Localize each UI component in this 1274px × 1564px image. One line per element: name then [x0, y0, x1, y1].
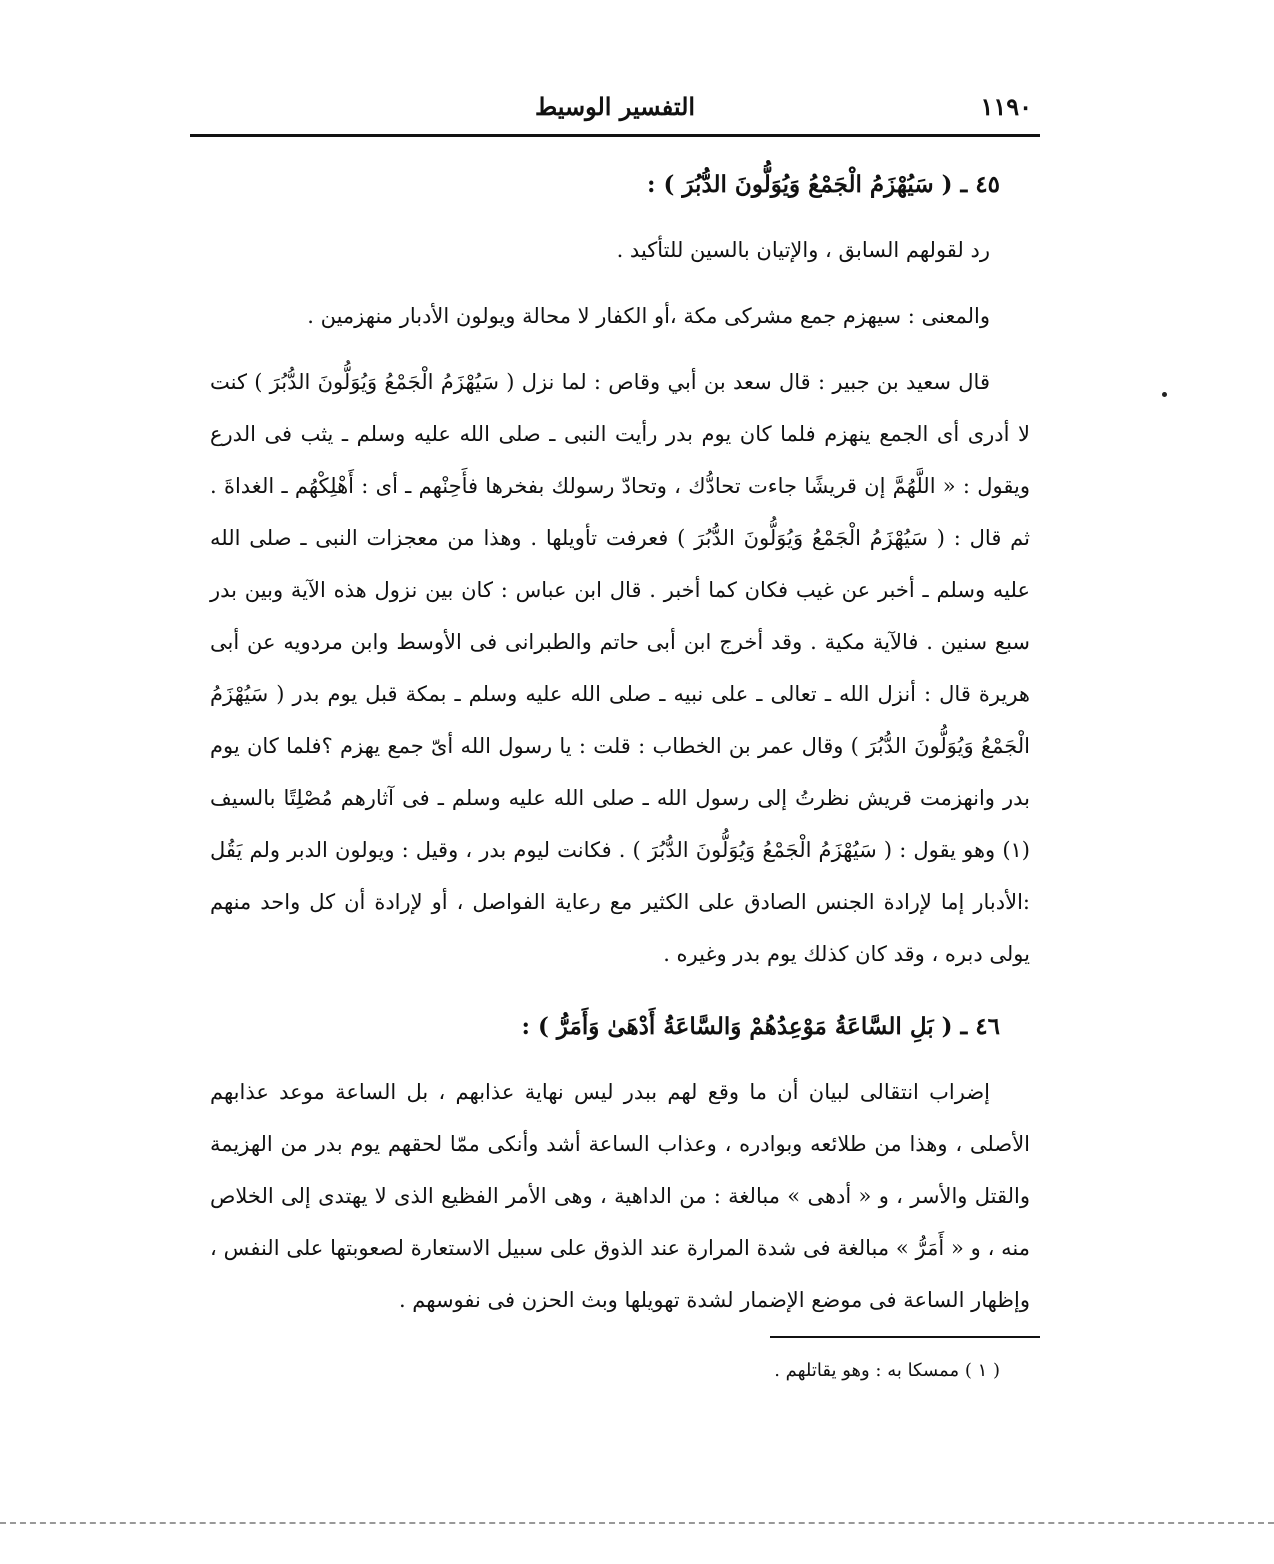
- paragraph-gap: [210, 342, 1030, 356]
- footnote: ( ١ ) ممسكا به : وهو يقاتلهم .: [774, 1360, 1000, 1381]
- page-number: ١١٩٠: [980, 92, 1032, 121]
- paragraph-gap: [210, 276, 1030, 290]
- running-title: التفسير الوسيط: [534, 92, 696, 121]
- scan-speck: [1162, 392, 1167, 397]
- page-header: [190, 92, 1040, 132]
- verse-heading-45: ٤٥ ـ ( سَيُهْزَمُ الْجَمْعُ وَيُوَلُّونَ الدُّبُرَ ) :: [646, 171, 1000, 198]
- scan-edge-line: [0, 1522, 1274, 1524]
- footnote-rule: [770, 1336, 1040, 1338]
- paragraph: قال سعيد بن جبير : قال سعد بن أبي وقاص : لما نزل ( سَيُهْزَمُ الْجَمْعُ وَيُوَلُّونَ الدُّبُرَ ) كنت لا أدرى أى الجمع ينهزم فلما كان يوم بدر رأيت النبى ـ صلى الله عليه وسلم ـ يثب فى الدرع ويقول : « اللَّهُمَّ إن قريشًا جاءت تحادُّك ، وتحادّ رسولك بفخرها فأَحِنْهم ـ أى : أَهْلِكْهُم ـ الغداةَ . ثم قال : ( سَيُهْزَمُ الْجَمْعُ وَيُوَلُّونَ الدُّبُرَ ) فعرفت تأويلها . وهذا من معجزات النبى ـ صلى الله عليه وسلم ـ أخبر عن غيب فكان كما أخبر . قال ابن عباس : كان بين نزول هذه الآية وبين بدر سبع سنين . فالآية مكية . وقد أخرج ابن أبى حاتم والطبرانى فى الأوسط وابن مردويه عن أبى هريرة قال : أنزل الله ـ تعالى ـ على نبيه ـ صلى الله عليه وسلم ـ بمكة قبل يوم بدر ( سَيُهْزَمُ الْجَمْعُ وَيُوَلُّونَ الدُّبُرَ ) وقال عمر بن الخطاب : قلت : يا رسول الله أىّ جمع يهزم ؟فلما كان يوم بدر وانهزمت قريش نظرتُ إلى رسول الله ـ صلى الله عليه وسلم ـ فى آثارهم مُصْلِتًا بالسيف (١) وهو يقول : ( سَيُهْزَمُ الْجَمْعُ وَيُوَلُّونَ الدُّبُرَ ) . فكانت ليوم بدر ، وقيل : ويولون الدبر ولم يَقُل :الأدبار إما لإرادة الجنس الصادق على الكثير مع رعاية الفواصل ، أو لإرادة أن كل واحد منهم يولى دبره ، وقد كان كذلك يوم بدر وغيره .: [210, 370, 1030, 966]
- paragraph: رد لقولهم السابق ، والإتيان بالسين للتأكيد .: [616, 238, 990, 262]
- verse-heading-46: ٤٦ ـ ( بَلِ السَّاعَةُ مَوْعِدُهُمْ وَالسَّاعَةُ أَدْهَىٰ وَأَمَرُّ ) :: [521, 1013, 1000, 1040]
- paragraph: والمعنى : سيهزم جمع مشركى مكة ،أو الكفار لا محالة ويولون الأدبار منهزمين .: [307, 304, 990, 328]
- body-text: [210, 152, 1030, 1326]
- paragraph-gap: [210, 980, 1030, 994]
- header-rule: [190, 134, 1040, 137]
- paragraph: إضراب انتقالى لبيان أن ما وقع لهم ببدر ليس نهاية عذابهم ، بل الساعة موعد عذابهم الأصلى ، وهذا من طلائعه وبوادره ، وعذاب الساعة أشد وأنكى ممّا لحقهم يوم بدر من الهزيمة والقتل والأسر ، و « أدهى » مبالغة : من الداهية ، وهى الأمر الفظيع الذى لا يهتدى إلى الخلاص منه ، و « أَمَرُّ » مبالغة فى شدة المرارة عند الذوق على سبيل الاستعارة لصعوبتها على النفس ، وإظهار الساعة فى موضع الإضمار لشدة تهويلها وبث الحزن فى نفوسهم .: [210, 1080, 1030, 1312]
